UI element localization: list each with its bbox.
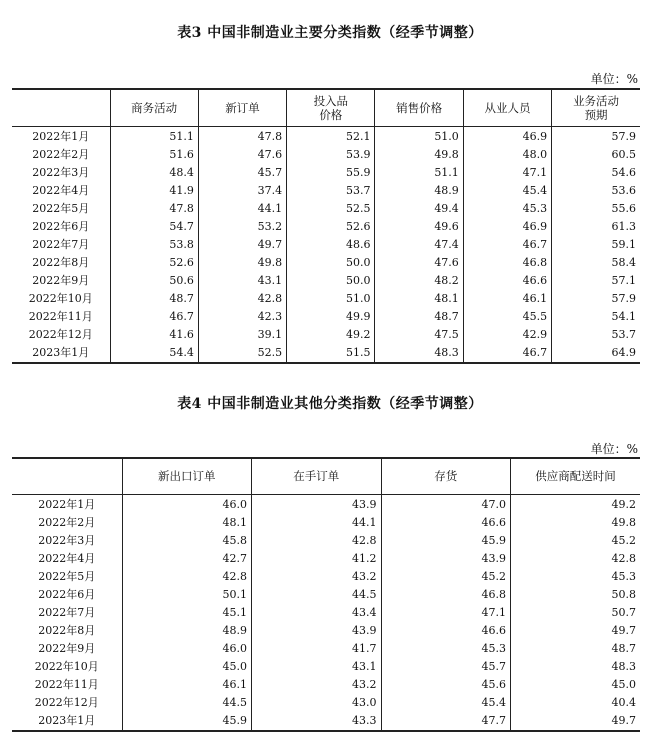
table-row	[12, 494, 640, 514]
table-cell: 45.6	[381, 676, 511, 694]
table-cell: 48.1	[375, 290, 463, 308]
row-label: 2022年7月	[38, 605, 96, 619]
table-cell: 45.9	[122, 712, 252, 731]
table-cell: 49.8	[198, 254, 286, 272]
table-cell: 46.8	[381, 586, 511, 604]
table-cell: 48.3	[511, 658, 641, 676]
table-cell: 52.5	[198, 344, 286, 363]
table-cell: 43.2	[252, 568, 382, 586]
table-cell: 47.6	[375, 254, 463, 272]
table-row	[12, 532, 640, 550]
table-cell: 42.8	[252, 532, 382, 550]
table-row	[12, 622, 640, 640]
table4-header-row	[12, 458, 640, 494]
table-cell: 43.0	[252, 694, 382, 712]
table-cell: 41.2	[252, 550, 382, 568]
table-cell: 42.8	[198, 290, 286, 308]
table-cell: 44.5	[252, 586, 382, 604]
table-cell: 46.9	[463, 218, 551, 236]
table-cell: 47.1	[381, 604, 511, 622]
table-cell: 46.7	[463, 344, 551, 363]
table-cell: 43.9	[252, 622, 382, 640]
table-cell: 53.2	[198, 218, 286, 236]
table-cell: 47.0	[381, 494, 511, 514]
table-cell: 45.3	[381, 640, 511, 658]
table-cell: 43.2	[252, 676, 382, 694]
table-cell: 46.6	[381, 514, 511, 532]
table-cell: 53.7	[552, 326, 640, 344]
table-cell: 49.9	[287, 308, 375, 326]
row-label: 2022年10月	[28, 291, 93, 305]
table-cell: 52.6	[110, 254, 198, 272]
table-cell: 64.9	[552, 344, 640, 363]
table-cell: 49.6	[375, 218, 463, 236]
table-cell: 46.9	[463, 126, 551, 146]
table-cell: 44.1	[252, 514, 382, 532]
table3-header-cell: 商务活动	[110, 89, 198, 126]
row-label: 2022年3月	[38, 533, 96, 547]
table-cell: 45.8	[122, 532, 252, 550]
table-row	[12, 290, 640, 308]
row-label: 2022年8月	[38, 623, 96, 637]
table-cell: 47.4	[375, 236, 463, 254]
table-cell: 48.6	[287, 236, 375, 254]
table4-header-cell	[12, 458, 122, 494]
table-cell: 52.5	[287, 200, 375, 218]
table-cell: 48.4	[110, 164, 198, 182]
row-label: 2022年11月	[34, 677, 99, 691]
table-cell: 43.9	[381, 550, 511, 568]
table-cell: 54.7	[110, 218, 198, 236]
table3-title: 表3 中国非制造业主要分类指数（经季节调整）	[177, 25, 483, 41]
table-cell: 45.4	[463, 182, 551, 200]
table-cell: 45.0	[122, 658, 252, 676]
table-cell: 43.1	[252, 658, 382, 676]
table-cell: 46.6	[463, 272, 551, 290]
table-cell: 48.2	[375, 272, 463, 290]
table4-body	[12, 494, 640, 731]
table-cell: 61.3	[552, 218, 640, 236]
table-cell: 39.1	[198, 326, 286, 344]
table-cell: 48.1	[122, 514, 252, 532]
table4-unit: 单位：%	[590, 442, 638, 456]
table-cell: 40.4	[511, 694, 641, 712]
row-label: 2022年2月	[38, 515, 96, 529]
table-cell: 42.3	[198, 308, 286, 326]
table-cell: 53.7	[287, 182, 375, 200]
row-label: 2023年1月	[32, 345, 90, 359]
table-cell: 54.6	[552, 164, 640, 182]
table-row	[12, 218, 640, 236]
table-cell: 51.6	[110, 146, 198, 164]
row-label: 2022年1月	[38, 497, 96, 511]
row-label: 2022年6月	[32, 219, 90, 233]
row-label: 2022年2月	[32, 147, 90, 161]
table-cell: 41.7	[252, 640, 382, 658]
table-cell: 53.6	[552, 182, 640, 200]
row-label: 2022年7月	[32, 237, 90, 251]
table-cell: 49.7	[198, 236, 286, 254]
table-cell: 48.7	[110, 290, 198, 308]
table3-header-row	[12, 89, 640, 126]
table4-header-cell: 存货	[381, 458, 511, 494]
row-label: 2022年6月	[38, 587, 96, 601]
table-cell: 43.9	[252, 494, 382, 514]
table4	[12, 457, 640, 732]
table-cell: 48.9	[375, 182, 463, 200]
table-cell: 46.1	[122, 676, 252, 694]
table-cell: 54.1	[552, 308, 640, 326]
table-row	[12, 658, 640, 676]
table-cell: 48.7	[375, 308, 463, 326]
table-cell: 52.6	[287, 218, 375, 236]
row-label: 2022年11月	[28, 309, 93, 323]
table-cell: 41.6	[110, 326, 198, 344]
row-label: 2022年12月	[34, 695, 99, 709]
table-cell: 46.6	[381, 622, 511, 640]
table-cell: 42.9	[463, 326, 551, 344]
row-label: 2022年1月	[32, 129, 90, 143]
table-cell: 47.6	[198, 146, 286, 164]
table-row	[12, 568, 640, 586]
table-cell: 50.1	[122, 586, 252, 604]
table-row	[12, 712, 640, 731]
table-cell: 46.1	[463, 290, 551, 308]
row-label: 2022年4月	[32, 183, 90, 197]
table-cell: 45.4	[381, 694, 511, 712]
table-row	[12, 676, 640, 694]
table3-header-cell: 业务活动 预期	[552, 89, 640, 126]
table3-header-cell: 投入品 价格	[287, 89, 375, 126]
table3-unit: 单位：%	[590, 72, 638, 86]
table-cell: 57.9	[552, 290, 640, 308]
table4-header-cell: 新出口订单	[122, 458, 252, 494]
table-row	[12, 236, 640, 254]
table-cell: 46.8	[463, 254, 551, 272]
row-label: 2022年4月	[38, 551, 96, 565]
table-row	[12, 694, 640, 712]
table-cell: 49.2	[511, 494, 641, 514]
table4-title: 表4 中国非制造业其他分类指数（经季节调整）	[177, 396, 483, 412]
table-cell: 50.0	[287, 272, 375, 290]
table-cell: 43.4	[252, 604, 382, 622]
table-cell: 46.7	[110, 308, 198, 326]
table3-header-cell: 销售价格	[375, 89, 463, 126]
table-cell: 45.3	[463, 200, 551, 218]
table4-header-cell: 在手订单	[252, 458, 382, 494]
table-row	[12, 182, 640, 200]
row-label: 2023年1月	[38, 713, 96, 727]
table-cell: 41.9	[110, 182, 198, 200]
table-cell: 49.4	[375, 200, 463, 218]
table-row	[12, 640, 640, 658]
table-row	[12, 254, 640, 272]
row-label: 2022年9月	[38, 641, 96, 655]
row-label: 2022年8月	[32, 255, 90, 269]
table-cell: 48.7	[511, 640, 641, 658]
table3-header-cell: 新订单	[198, 89, 286, 126]
table-cell: 45.5	[463, 308, 551, 326]
table-cell: 47.8	[110, 200, 198, 218]
table-cell: 48.3	[375, 344, 463, 363]
table-row	[12, 344, 640, 363]
table4-header-cell: 供应商配送时间	[511, 458, 641, 494]
table-cell: 50.6	[110, 272, 198, 290]
table-cell: 42.7	[122, 550, 252, 568]
table3	[12, 88, 640, 364]
table-cell: 37.4	[198, 182, 286, 200]
table-cell: 46.0	[122, 640, 252, 658]
table-cell: 53.9	[287, 146, 375, 164]
table-cell: 55.6	[552, 200, 640, 218]
table-cell: 57.9	[552, 126, 640, 146]
table-cell: 48.9	[122, 622, 252, 640]
table-cell: 53.8	[110, 236, 198, 254]
table-row	[12, 326, 640, 344]
table-cell: 45.3	[511, 568, 641, 586]
table-cell: 46.0	[122, 494, 252, 514]
table-cell: 45.2	[381, 568, 511, 586]
table-row	[12, 586, 640, 604]
table-cell: 49.2	[287, 326, 375, 344]
table-cell: 51.0	[287, 290, 375, 308]
table-cell: 51.1	[110, 126, 198, 146]
table3-body	[12, 126, 640, 363]
table-cell: 45.0	[511, 676, 641, 694]
table-cell: 47.5	[375, 326, 463, 344]
table-cell: 51.1	[375, 164, 463, 182]
table-cell: 45.7	[381, 658, 511, 676]
row-label: 2022年9月	[32, 273, 90, 287]
table-cell: 49.8	[511, 514, 641, 532]
row-label: 2022年5月	[32, 201, 90, 215]
table-cell: 49.7	[511, 712, 641, 731]
table-row	[12, 146, 640, 164]
table-cell: 47.1	[463, 164, 551, 182]
table-cell: 46.7	[463, 236, 551, 254]
row-label: 2022年10月	[34, 659, 99, 673]
table-cell: 43.1	[198, 272, 286, 290]
table-cell: 58.4	[552, 254, 640, 272]
row-label: 2022年5月	[38, 569, 96, 583]
table-cell: 54.4	[110, 344, 198, 363]
table-cell: 45.2	[511, 532, 641, 550]
table-row	[12, 164, 640, 182]
table-cell: 47.7	[381, 712, 511, 731]
table-cell: 47.8	[198, 126, 286, 146]
table-cell: 45.9	[381, 532, 511, 550]
table-cell: 44.1	[198, 200, 286, 218]
table-cell: 45.1	[122, 604, 252, 622]
table-cell: 50.8	[511, 586, 641, 604]
table-row	[12, 550, 640, 568]
table-cell: 55.9	[287, 164, 375, 182]
table-row	[12, 126, 640, 146]
table-cell: 49.7	[511, 622, 641, 640]
table-cell: 51.0	[375, 126, 463, 146]
table-cell: 50.0	[287, 254, 375, 272]
table-cell: 45.7	[198, 164, 286, 182]
table-cell: 52.1	[287, 126, 375, 146]
table-row	[12, 604, 640, 622]
table-cell: 44.5	[122, 694, 252, 712]
table3-header-cell: 从业人员	[463, 89, 551, 126]
table-cell: 43.3	[252, 712, 382, 731]
table-cell: 57.1	[552, 272, 640, 290]
row-label: 2022年12月	[28, 327, 93, 341]
table-cell: 49.8	[375, 146, 463, 164]
row-label: 2022年3月	[32, 165, 90, 179]
table-cell: 42.8	[122, 568, 252, 586]
table-cell: 59.1	[552, 236, 640, 254]
table-cell: 50.7	[511, 604, 641, 622]
table-cell: 48.0	[463, 146, 551, 164]
table-cell: 51.5	[287, 344, 375, 363]
table-row	[12, 308, 640, 326]
table-row	[12, 514, 640, 532]
table3-header-cell	[12, 89, 110, 126]
table-cell: 42.8	[511, 550, 641, 568]
table-row	[12, 272, 640, 290]
table-row	[12, 200, 640, 218]
table-cell: 60.5	[552, 146, 640, 164]
